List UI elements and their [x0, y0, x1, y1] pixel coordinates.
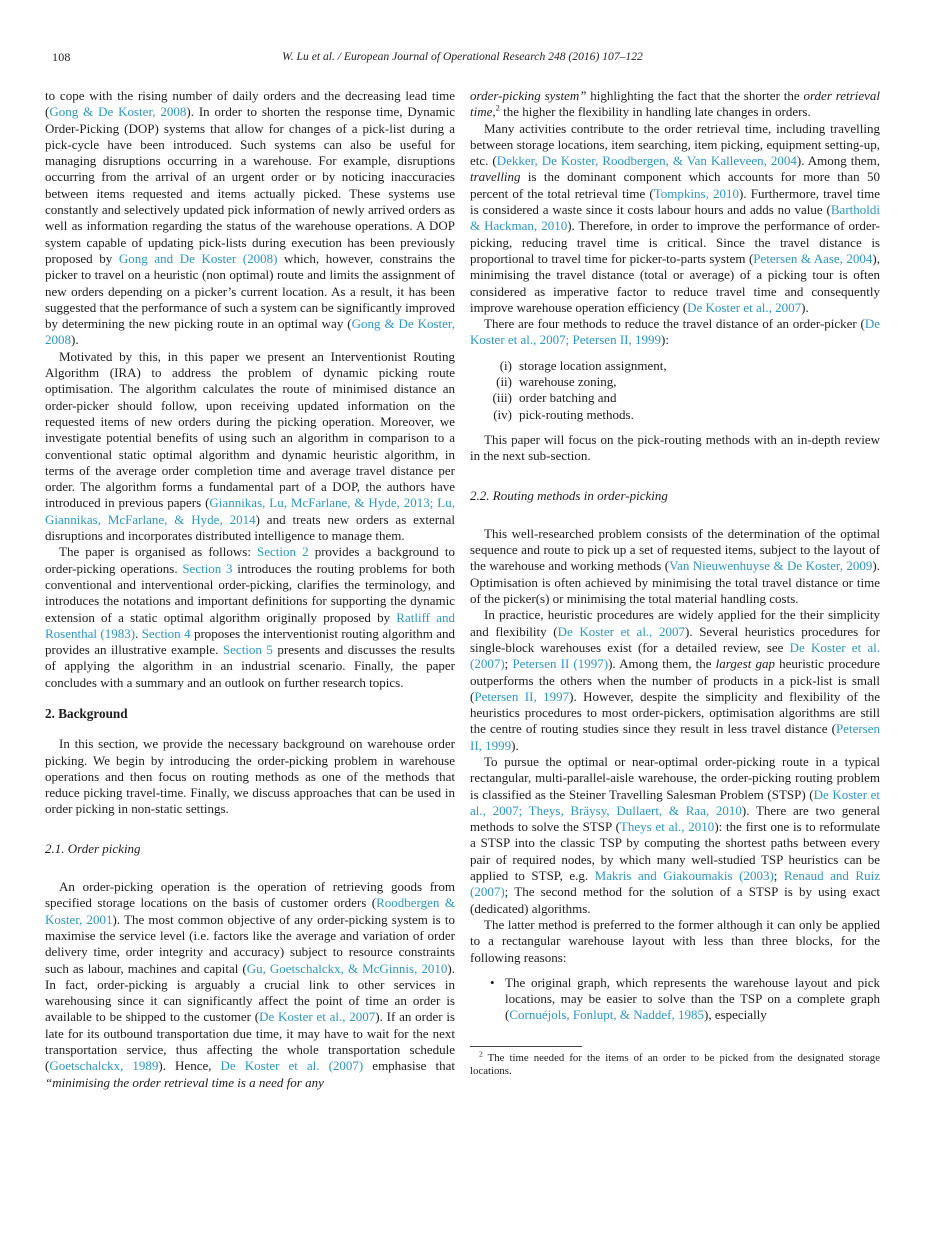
paragraph — [45, 349, 455, 545]
list-item-text: storage location assignment, — [519, 357, 667, 373]
text-run: There are four methods to reduce the travel distance of an order-picker ( — [484, 316, 865, 332]
text-run: ; — [773, 868, 784, 884]
citation-link[interactable]: Goetschalckx, 1989 — [49, 1058, 159, 1074]
text-run: heuristic procedure outperforms the others when the number of products in a pick-list is small ( — [470, 656, 880, 704]
text-run: ). — [801, 299, 809, 315]
list-item-text: order batching and — [519, 390, 617, 406]
citation-link[interactable]: Gong and De Koster (2008) — [118, 250, 278, 266]
footnote-rule — [470, 1046, 582, 1047]
text-run: ). — [71, 332, 79, 348]
citation-link[interactable]: Section 4 — [141, 625, 191, 641]
text-run: ; The second method for the solution of a STSP is by using exact (dedicated) algorithms. — [470, 884, 880, 916]
text-run: order-picking system” — [470, 88, 587, 103]
citation-link[interactable]: Ratliff and Rosenthal (1983) — [45, 609, 455, 641]
text-run: ; — [504, 656, 513, 672]
numbered-list — [470, 358, 880, 423]
text-run: ). There are two general methods to solve the STSP ( — [470, 802, 880, 835]
text-run: ). Furthermore, travel time is considered a waste since it costs labour hours and adds no value ( — [470, 185, 880, 218]
citation-link[interactable]: Renaud and Ruiz (2007) — [470, 868, 880, 900]
list-item — [470, 390, 880, 406]
text-run: The time needed for the items of an order to be picked from the designated storage locations. — [470, 1051, 880, 1078]
text-run: ) and treats new orders as external disruptions and incorporates distributed intelligence to manage them. — [45, 511, 455, 544]
text-run: ). If an order is late for its outbound transportation due time, it may have to wait for the next transportation service, thus affecting the whole transportation schedule ( — [45, 1009, 455, 1074]
footnote-marker: 2 — [479, 1049, 483, 1059]
right-column — [470, 88, 880, 1091]
citation-link[interactable]: De Koster et al., 2007 — [557, 623, 686, 639]
bullet-item-text — [505, 975, 880, 1024]
list-item-label: (ii) — [496, 374, 512, 390]
citation-link[interactable]: Theys et al., 2010 — [619, 819, 715, 835]
text-run: ). In order to shorten the response time, Dynamic Order-Picking (DOP) systems that allow for changes of a pick-list during a pick-cycle have been introduced. Such systems can also be useful for managing disruptions occurring in a warehouse. For example, disruptions occurring from the arrival of an urgent order or by noticing inaccuracies between items requested and items actually picked. These systems use constantly and selectively updated pick information of newly arrived orders as well as information regarding the status of the warehouse operations. A DOP system capable of updating pick-lists during execution has been previously proposed by — [45, 104, 455, 266]
text-run: The paper is organised as follows: — [59, 544, 258, 560]
section-heading: 2. Background — [45, 705, 128, 721]
list-item-text: warehouse zoning, — [519, 374, 617, 390]
text-run: ), minimising the travel distance (total or average) of a picking tour is often considered as imperative factor to reduce travel time and consequently improve warehouse operation efficiency ( — [470, 250, 881, 315]
paragraph — [470, 432, 880, 465]
list-item-label: (iii) — [492, 390, 512, 406]
text-run: ). However, despite the simplicity and flexibility of the heuristics procedures to most order-pickers, optimisation algorithms are still the centre of routing studies since they result in less travel distance ( — [470, 688, 880, 737]
left-column — [45, 88, 455, 1091]
paragraph — [45, 879, 455, 1091]
citation-link[interactable]: De Koster et al. (2007) — [470, 639, 880, 672]
citation-link[interactable]: De Koster et al., 2007; Theys, Bräysy, Dullaert, & Raa, 2010 — [470, 786, 880, 818]
text-run: This paper will focus on the pick-routing methods with an in-depth review in the next sub-section. — [470, 431, 880, 464]
footnote-ref-marker: 2 — [495, 102, 500, 113]
list-item — [470, 358, 880, 374]
text-run: to cope with the rising number of daily orders and the decreasing lead time ( — [45, 88, 455, 120]
running-head: W. Lu et al. / European Journal of Operational Research 248 (2016) 107–122 — [282, 50, 643, 63]
text-run: ), especially — [703, 1007, 767, 1023]
bullet-list — [470, 975, 880, 1024]
text-run: provides a background to order-picking operations. — [45, 544, 455, 576]
citation-link[interactable]: Bartholdi & Hackman, 2010 — [470, 202, 880, 234]
text-run: ). The most common objective of any order-picking system is to maximise the service level (i.e. factors like the average and variation of order delivery time, order integrity and accuracy) subject to resource constraints such as labour, machines and capital ( — [45, 911, 455, 976]
citation-link[interactable]: Petersen II (1997) — [512, 656, 609, 672]
text-run: proposes the interventionist routing algorithm and provides an illustrative example. — [45, 625, 455, 658]
text-run: introduces the routing problems for both conventional and interventional order-picking, clarifies the terminology, and introduces the notations and important definitions for supporting the dynamic extension of a static optimal algorithm originally proposed by — [45, 560, 455, 625]
citation-link[interactable]: Giannikas, Lu, McFarlane, & Hyde, 2013; Lu, Giannikas, McFarlane, & Hyde, 2014 — [45, 495, 455, 527]
paragraph — [470, 316, 880, 349]
two-column-body — [45, 88, 880, 1091]
list-item-label: (iv) — [493, 406, 512, 422]
text-run: ). Hence, — [158, 1058, 221, 1074]
citation-link[interactable]: Section 2 — [257, 544, 309, 560]
text-run: ). Among them, — [796, 153, 881, 169]
text-run: ): the first one is to reformulate a STSP into the classic TSP by computing the shortest paths between every pair of required nodes, by which many well-studied TSP heuristics can be applied to STSP, e.g. — [470, 819, 880, 884]
text-run: ): — [660, 332, 669, 348]
citation-link[interactable]: De Koster et al., 2007 — [259, 1009, 376, 1025]
paragraph — [470, 754, 880, 917]
list-item-text: pick-routing methods. — [519, 406, 634, 422]
text-run: In practice, heuristic procedures are widely applied for the their simplicity and flexibility ( — [470, 607, 880, 639]
paragraph — [470, 526, 880, 607]
list-item — [470, 407, 880, 423]
citation-link[interactable]: Roodbergen & Koster, 2001 — [45, 895, 455, 927]
page-header — [45, 50, 880, 70]
citation-link[interactable]: De Koster et al., 2007 — [687, 299, 802, 315]
text-run: ). Therefore, in order to improve the performance of order-picking, reducing travel time is critical. Since the travel distance is proportional to travel time for picker-to-parts system ( — [470, 218, 880, 266]
text-run: The original graph, which represents the warehouse layout and pick locations, may be easier to solve than the TSP on a complete graph ( — [505, 974, 880, 1023]
footnote — [470, 1046, 880, 1079]
paragraph — [470, 917, 880, 966]
citation-link[interactable]: Cornuéjols, Fonlupt, & Naddef, 1985 — [509, 1007, 704, 1023]
text-run: To pursue the optimal or near-optimal order-picking route in a typical rectangular, multi-parallel-aisle warehouse, the order-picking routing problem is classified as the Steiner Travelling Salesman Problem (STSP) ( — [470, 753, 880, 802]
paragraph — [470, 121, 880, 317]
bullet-icon: • — [490, 974, 495, 990]
text-run: order retrieval time, — [470, 88, 880, 120]
footnote-text — [470, 1049, 880, 1079]
paragraph — [470, 607, 880, 754]
citation-link[interactable]: Makris and Giakoumakis (2003) — [594, 868, 774, 884]
paragraph — [45, 736, 455, 817]
text-run: highlighting the fact that the shorter the — [586, 88, 804, 103]
citation-link[interactable]: Gu, Goetschalckx, & McGinnis, 2010 — [246, 960, 448, 976]
text-run: . — [135, 625, 142, 641]
text-run: This well-researched problem consists of the determination of the optimal sequence and route to pick up a set of requested items, subject to the layout of the warehouse and working methods ( — [470, 525, 880, 574]
text-run: “minimising the order retrieval time is a need for any — [45, 1074, 324, 1090]
text-run: ). Several heuristics procedures for single-block warehouses exist (for a detailed review, see — [470, 623, 880, 655]
text-run: largest gap — [715, 656, 775, 672]
text-run: ). — [511, 737, 519, 753]
paragraph — [470, 88, 880, 121]
citation-link[interactable]: Dekker, De Koster, Roodbergen, & Van Kalleveen, 2004 — [496, 153, 797, 169]
text-run: emphasise that — [363, 1058, 455, 1074]
text-run: An order-picking operation is the operation of retrieving goods from specified storage locations on the basis of customer orders ( — [45, 879, 455, 911]
citation-link[interactable]: Tompkins, 2010 — [653, 185, 739, 201]
paragraph — [45, 544, 455, 691]
paragraph — [45, 88, 455, 349]
text-run: ). Optimisation is often achieved by minimising the total travel distance or time of the picker(s) or minimising the total material handling costs. — [470, 558, 880, 607]
citation-link[interactable]: De Koster et al. (2007) — [220, 1058, 364, 1074]
text-run: Motivated by this, in this paper we present an Interventionist Routing Algorithm (IRA) to address the problem of dynamic picking route optimisation. The algorithm calculates the route of minimised distance an order-picker should follow, upon receiving updated information on the requested items of new orders during the picking operation. Moreover, we investigate potential benefits of using such an algorithm in comparison to a conventional static optimal algorithm and dynamic heuristic algorithm, in terms of the average order completion time and average travel distance per order. The algorithm forms a fundamental part of a DOP, the authors have introduced in previous papers ( — [45, 348, 455, 511]
citation-link[interactable]: Petersen II, 1999 — [470, 721, 880, 753]
citation-link[interactable]: Petersen II, 1997 — [474, 688, 570, 704]
citation-link[interactable]: Van Nieuwenhuyse & De Koster, 2009 — [669, 558, 873, 574]
page-number: 108 — [52, 50, 71, 64]
subsection-heading: 2.2. Routing methods in order-picking — [470, 487, 668, 503]
text-run: presents and discusses the results of applying the algorithm in an industrial scenario. Finally, the paper concludes with a summary and an outlook on further research topics. — [45, 642, 455, 690]
text-run: travelling — [470, 169, 521, 185]
list-item — [470, 374, 880, 390]
text-run: ). Among them, the — [608, 656, 716, 672]
citation-link[interactable]: Section 3 — [182, 560, 233, 576]
text-run: is the dominant component which accounts for more than 50 percent of the total retrieval time ( — [470, 169, 880, 201]
text-run: The latter method is preferred to the former although it can only be applied to a rectangular warehouse layout with less than three blocks, for the following reasons: — [470, 916, 880, 965]
bullet-item — [470, 975, 880, 1024]
citation-link[interactable]: Petersen & Aase, 2004 — [753, 250, 873, 266]
list-item-label: (i) — [499, 357, 512, 373]
text-run: the higher the flexibility in handling late changes in orders. — [499, 104, 811, 120]
citation-link[interactable]: De Koster et al., 2007; Petersen II, 1999 — [470, 316, 880, 348]
citation-link[interactable]: Gong & De Koster, 2008 — [49, 104, 187, 120]
text-run: In this section, we provide the necessary background on warehouse order picking. We begin by introducing the order-picking problem in warehouse operations and then focus on routing methods as one of the methods that reduce picking travel-time. Finally, we discuss approaches that can be used in order picking in non-static settings. — [45, 736, 455, 817]
text-run: which, however, constrains the picker to travel on a heuristic (non optimal) route and limits the assignment of new orders depending on a picker’s current location. As a result, it has been suggested that the performance of such a system can be significantly improved by determining the new picking route in an optimal way ( — [45, 250, 455, 332]
subsection-heading: 2.1. Order picking — [45, 840, 141, 856]
citation-link[interactable]: Section 5 — [222, 642, 273, 658]
citation-link[interactable]: Gong & De Koster, 2008 — [45, 316, 455, 348]
text-run: Many activities contribute to the order retrieval time, including travelling between storage locations, item searching, item picking, equipment setting-up, etc. ( — [470, 120, 880, 169]
text-run: ). In fact, order-picking is arguably a crucial link to other services in warehousing since it can significantly affect the point of time an order is available to be shipped to the customer ( — [45, 960, 455, 1025]
